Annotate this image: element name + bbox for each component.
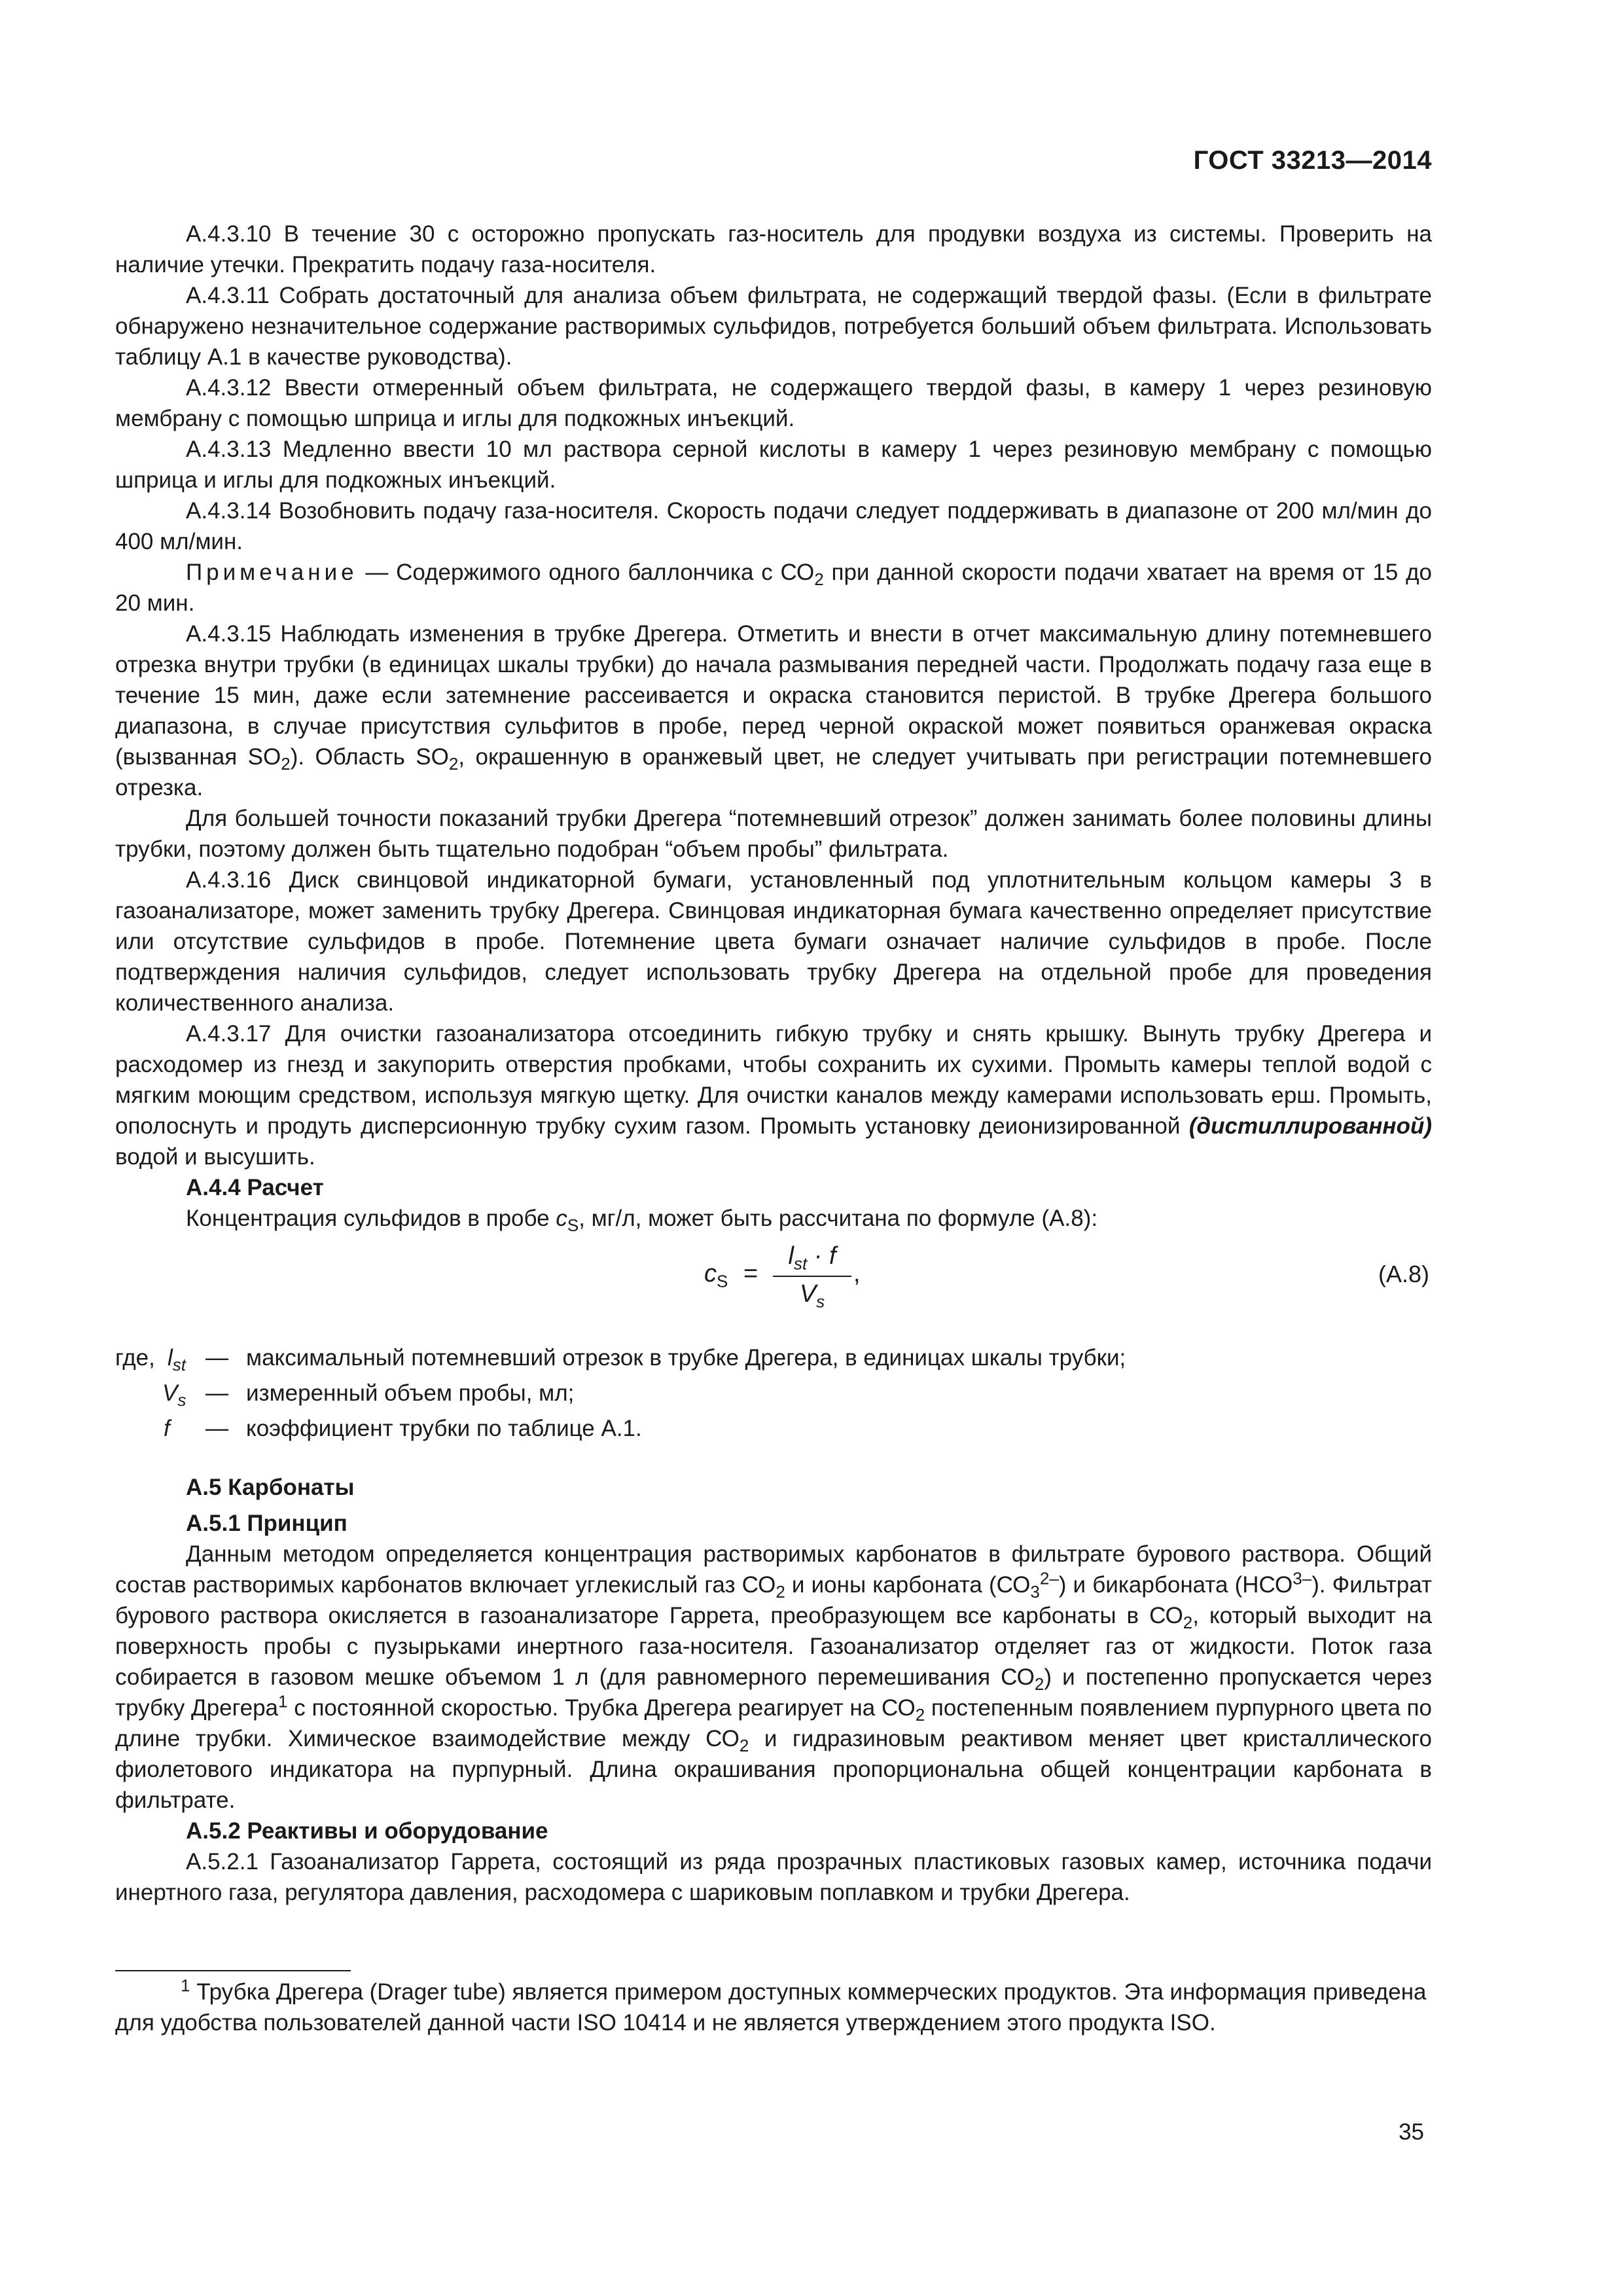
heading-a52: А.5.2 Реактивы и оборудование (186, 1818, 548, 1844)
formula-number: (А.8) (1378, 1261, 1429, 1287)
formula-lhs: $c_S$ (704, 1260, 728, 1291)
para-accuracy: Для большей точности показаний трубки Дрегера “потемневший отрезок” должен занимать более половины длины трубки, поэтому должен быть тщательно подобран “объем пробы” фильтрата. (115, 806, 1432, 862)
formula-equals: = (743, 1260, 758, 1287)
heading-a51: А.5.1 Принцип (186, 1511, 348, 1536)
para-calc-intro: Концентрация сульфидов в пробе $c_S$, мг/л, может быть рассчитана по формуле (А.8): (186, 1206, 1098, 1235)
para-a4314: А.4.3.14 Возобновить подачу газа-носителя. Скорость подачи следует поддерживать в диапазоне от 200 мл/мин до 400 мл/мин. (115, 498, 1432, 554)
para-principle: Данным методом определяется концентрация растворимых карбонатов в фильтрате бурового раствора. Общий состав растворимых карбонатов включает углекислый газ $СО_2$ и ионы карбоната $(СО_3^{2-})$ и бикарбоната $(НСО^{3-})$. Фильтрат бурового раствора окисляется в газоанализаторе Гаррета, преобразующем все карбонаты в $СО_2$, который выходит на поверхность пробы с пузырьками инертного газа-носителя. Газоанализатор отделяет газ от жидкости. Поток газа собирается в газовом мешке объемом 1 л (для равномерного перемешивания $СО_2$) и постепенно пропускается через трубку Дрегера$^1$ с постоянной скоростью. Трубка Дрегера реагирует на $СО_2$ постепенным появлением пурпурного цвета по длине трубки. Химическое взаимодействие между $СО_2$ и гидразиновым реактивом меняет цвет кристаллического фиолетового индикатора на пурпурный. Длина окрашивания пропорциональна общей концентрации карбоната в фильтрате. (115, 1541, 1433, 1813)
heading-a44: А.4.4 Расчет (186, 1175, 324, 1200)
footnote: $^1$ Трубка Дрегера (Drager tube) является примером доступных коммерческих продуктов. Эта информация приведена для удобства пользователей данной части ISO 10414 и не является утверждением этого продукта ISO. (115, 1975, 1427, 2036)
document-code: ГОСТ 33213—2014 (1193, 146, 1432, 175)
para-a521: А.5.2.1 Газоанализатор Гаррета, состоящий из ряда прозрачных пластиковых газовых камер, источника подачи инертного газа, регулятора давления, расходомера с шариковым поплавком и трубки Дрегера. (115, 1849, 1432, 1905)
note: Примечание — Содержимого одного баллончика с $СО_2$ при данной скорости подачи хватает на время от 15 до 20 мин. (115, 560, 1433, 616)
formula-denominator: $V_s$ (799, 1280, 825, 1312)
formula-a8: $c_S$ = $l_{st} \cdot f$ $V_s$ , (А.8) (115, 1239, 1432, 1337)
main-text (115, 219, 1432, 1908)
formula-legend: где, $l_{st}$ — максимальный потемневший отрезок в трубке Дрегера, в единицах шкалы трубки; $V_s$ — измеренный объем пробы, мл; f — коэффициент трубки по таблице А.1. (115, 1345, 1126, 1441)
para-a4313: А.4.3.13 Медленно ввести 10 мл раствора серной кислоты в камеру 1 через резиновую мембрану с помощью шприца и иглы для подкожных инъекций. (115, 437, 1432, 493)
para-a4310: А.4.3.10 В течение 30 с осторожно пропускать газ-носитель для продувки воздуха из системы. Проверить на наличие утечки. Прекратить подачу газа-носителя. (115, 221, 1432, 278)
para-a4316: А.4.3.16 Диск свинцовой индикаторной бумаги, установленный под уплотнительным кольцом камеры 3 в газоанализаторе, может заменить трубку Дрегера. Свинцовая индикаторная бумага качественно определяет присутствие или отсутствие сульфидов в пробе. Потемнение цвета бумаги означает наличие сульфидов в пробе. После подтверждения наличия сульфидов, следует использовать трубку Дрегера на отдельной пробе для проведения количественного анализа. (115, 867, 1432, 1016)
para-a4315: А.4.3.15 Наблюдать изменения в трубке Дрегера. Отметить и внести в отчет максимальную длину потемневшего отрезка внутри трубки (в единицах шкалы трубки) до начала размывания передней части. Продолжать подачу газа еще в течение 15 мин, даже если затемнение рассеивается и окраска становится перистой. В трубке Дрегера большого диапазона, в случае присутствия сульфитов в пробе, перед черной окраской может появиться оранжевая окраска (вызванная $SO_2$). Область $SO_2$, окрашенную в оранжевый цвет, не следует учитывать при регистрации потемневшего отрезка. (115, 621, 1432, 800)
para-a4312: А.4.3.12 Ввести отмеренный объем фильтрата, не содержащего твердой фазы, в камеру 1 через резиновую мембрану с помощью шприца и иглы для подкожных инъекций. (115, 375, 1432, 431)
footnote-separator (115, 1970, 351, 1971)
para-a4317: А.4.3.17 Для очистки газоанализатора отсоединить гибкую трубку и снять крышку. Вынуть трубку Дрегера и расходомер из гнезд и закупорить отверстия пробками, чтобы сохранить их сухими. Промыть камеры теплой водой с мягким моющим средством, используя мягкую щетку. Для очистки каналов между камерами использовать ерш. Промыть, ополоснуть и продуть дисперсионную трубку сухим газом. Промыть установку деионизированной (дистиллированной) водой и высушить. (115, 1021, 1432, 1170)
heading-a5: А.5 Карбонаты (186, 1475, 355, 1500)
para-a4311: А.4.3.11 Собрать достаточный для анализа объем фильтрата, не содержащий твердой фазы. (Если в фильтрате обнаружено незначительное содержание растворимых сульфидов, потребуется больший объем фильтрата. Использовать таблицу А.1 в качестве руководства). (115, 283, 1432, 370)
formula-numerator: $l_{st} \cdot f$ (773, 1239, 851, 1277)
formula-fraction (773, 1239, 851, 1311)
page-number: 35 (1399, 2119, 1424, 2145)
note-label: Примечание (186, 560, 358, 585)
